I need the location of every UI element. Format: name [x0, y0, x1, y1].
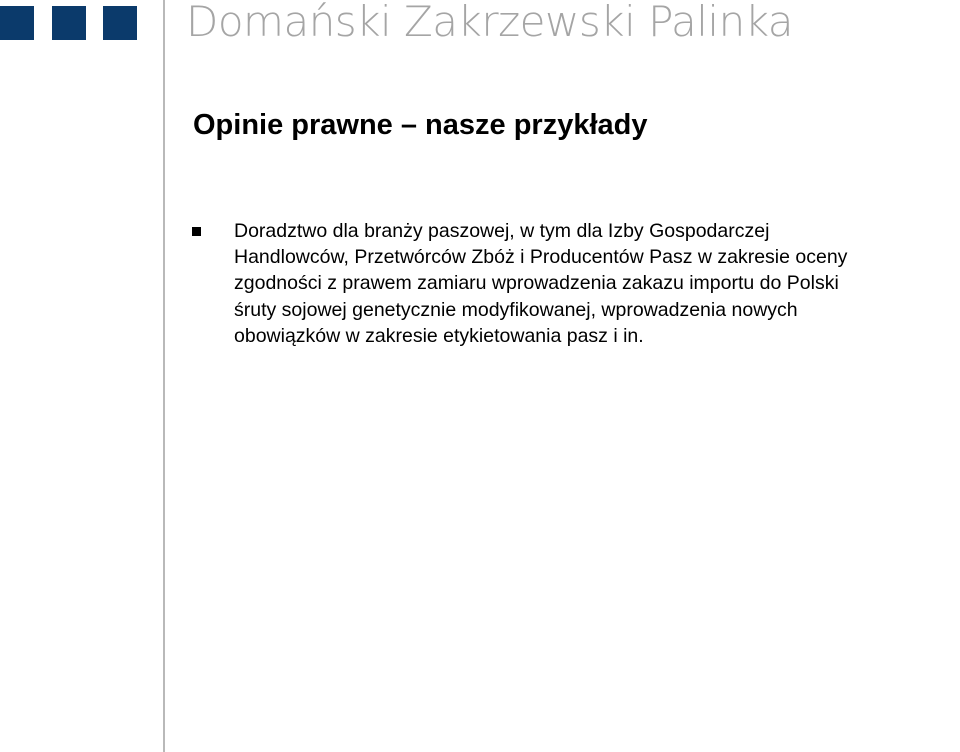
- logo-square-3: [103, 6, 137, 40]
- bullet-line: zgodności z prawem zamiaru wprowadzenia zakazu importu do Polski: [234, 272, 839, 295]
- vertical-divider: [163, 0, 165, 752]
- bullet-line: Doradztwo dla branży paszowej, w tym dla Izby Gospodarczej: [234, 220, 770, 242]
- logo-square-1: [0, 6, 34, 40]
- slide-title: Opinie prawne – nasze przykłady: [193, 109, 648, 141]
- bullet-line: Handlowców, Przetwórców Zbóż i Producentów Pasz w zakresie oceny: [234, 246, 848, 269]
- brand-name: Domański Zakrzewski Palinka: [186, 0, 794, 46]
- logo-square-2: [52, 6, 86, 40]
- square-bullet-icon: [192, 227, 201, 236]
- bullet-line: śruty sojowej genetycznie modyfikowanej, wprowadzenia nowych: [234, 298, 798, 321]
- bullet-text: [234, 218, 960, 349]
- bullet-line: obowiązków w zakresie etykietowania pasz i in.: [234, 324, 644, 347]
